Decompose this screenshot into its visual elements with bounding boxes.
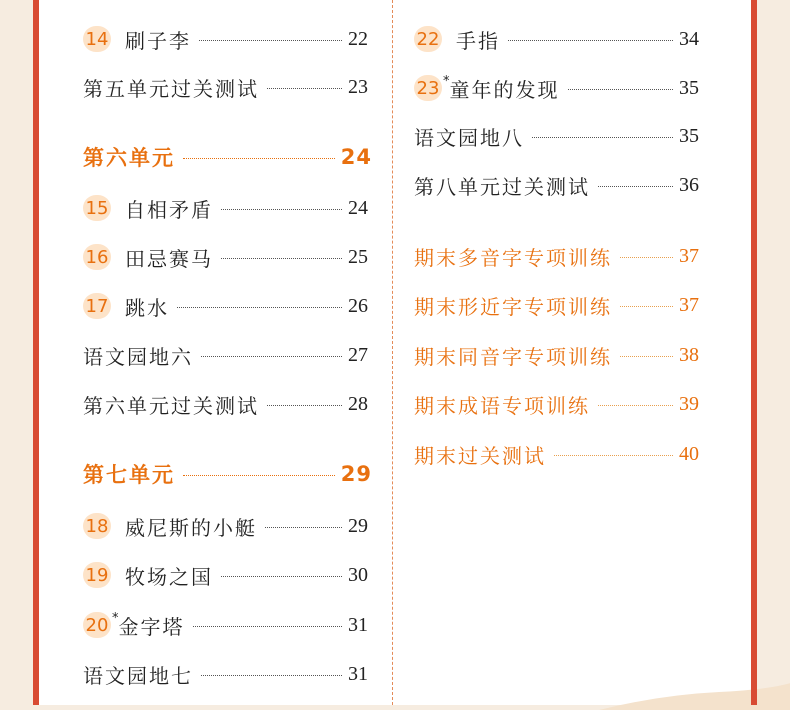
page-number: 31 [348,662,368,685]
entry-title: 第六单元过关测试 [83,393,259,418]
toc-entry[interactable] [83,340,368,370]
page-number: 34 [679,27,699,50]
leader-dots [598,405,673,406]
leader-dots [221,209,342,210]
entry-title: 期末成语专项训练 [414,393,590,418]
leader-dots [193,626,343,627]
toc-entry[interactable] [414,73,699,103]
entry-title: 威尼斯的小艇 [125,515,257,540]
right-border [751,0,757,705]
leader-dots [199,40,342,41]
page-number: 31 [348,613,368,636]
leader-dots [620,306,673,307]
unit-heading[interactable] [83,142,372,172]
toc-entry[interactable] [83,242,368,272]
page-number: 22 [348,27,368,50]
review-entry[interactable] [414,290,699,320]
page-number: 29 [340,462,372,486]
review-entry[interactable] [414,241,699,271]
lesson-number: 23 [414,75,442,101]
lesson-number: 20 [83,612,111,638]
review-entry[interactable] [414,439,699,469]
page-number: 37 [679,293,699,316]
leader-dots [201,675,342,676]
leader-dots [201,356,342,357]
page-number: 39 [679,392,699,415]
page-number: 26 [348,294,368,317]
page-number: 27 [348,343,368,366]
leader-dots [508,40,673,41]
toc-entry[interactable] [83,72,368,102]
toc-entry[interactable] [414,24,699,54]
entry-title: 语文园地八 [414,125,524,150]
entry-title: 期末同音字专项训练 [414,344,612,369]
decorative-wave [599,670,790,710]
entry-title: 跳水 [125,295,169,320]
entry-title: 期末过关测试 [414,443,546,468]
toc-entry[interactable] [83,291,368,321]
page-number: 38 [679,343,699,366]
leader-dots [183,475,335,476]
page-number: 25 [348,245,368,268]
toc-entry[interactable] [83,24,368,54]
entry-title: 自相矛盾 [125,197,213,222]
lesson-number: 16 [83,244,111,270]
page-number: 37 [679,244,699,267]
toc-entry[interactable] [414,170,699,200]
page-number: 35 [679,76,699,99]
leader-dots [183,158,335,159]
entry-title: 语文园地七 [83,663,193,688]
leader-dots [532,137,673,138]
page-number: 30 [348,563,368,586]
toc-entry[interactable] [83,659,368,689]
page-number: 23 [348,75,368,98]
entry-title: 金字塔 [118,614,185,639]
page-number: 24 [340,145,372,169]
leader-dots [598,186,673,187]
toc-entry[interactable] [83,610,368,640]
page-number: 35 [679,124,699,147]
leader-dots [568,89,674,90]
optional-star-icon: * [443,73,450,89]
review-entry[interactable] [414,389,699,419]
toc-entry[interactable] [83,560,368,590]
leader-dots [620,356,673,357]
leader-dots [267,88,342,89]
unit-heading[interactable] [83,459,372,489]
optional-star-icon: * [112,610,119,626]
entry-title: 第八单元过关测试 [414,174,590,199]
entry-title: 童年的发现 [449,77,560,102]
lesson-number: 14 [83,26,111,52]
entry-title: 田忌赛马 [125,246,213,271]
leader-dots [554,455,673,456]
column-divider [392,0,393,705]
entry-title: 期末形近字专项训练 [414,294,612,319]
unit-title: 第六单元 [83,146,175,170]
lesson-number: 15 [83,195,111,221]
lesson-number: 17 [83,293,111,319]
leader-dots [221,258,342,259]
page-number: 29 [348,514,368,537]
page-number: 36 [679,173,699,196]
leader-dots [620,257,673,258]
leader-dots [177,307,342,308]
lesson-number: 22 [414,26,442,52]
toc-entry[interactable] [414,121,699,151]
entry-title: 牧场之国 [125,564,213,589]
lesson-number: 18 [83,513,111,539]
lesson-number: 19 [83,562,111,588]
leader-dots [221,576,342,577]
toc-entry[interactable] [83,193,368,223]
entry-title: 手指 [456,28,500,53]
review-entry[interactable] [414,340,699,370]
entry-title: 第五单元过关测试 [83,76,259,101]
leader-dots [265,527,342,528]
page-number: 40 [679,442,699,465]
page-number: 24 [348,196,368,219]
toc-entry[interactable] [83,389,368,419]
entry-title: 刷子李 [125,28,191,53]
leader-dots [267,405,342,406]
entry-title: 语文园地六 [83,344,193,369]
page-number: 28 [348,392,368,415]
unit-title: 第七单元 [83,463,175,487]
toc-entry[interactable] [83,511,368,541]
entry-title: 期末多音字专项训练 [414,245,612,270]
